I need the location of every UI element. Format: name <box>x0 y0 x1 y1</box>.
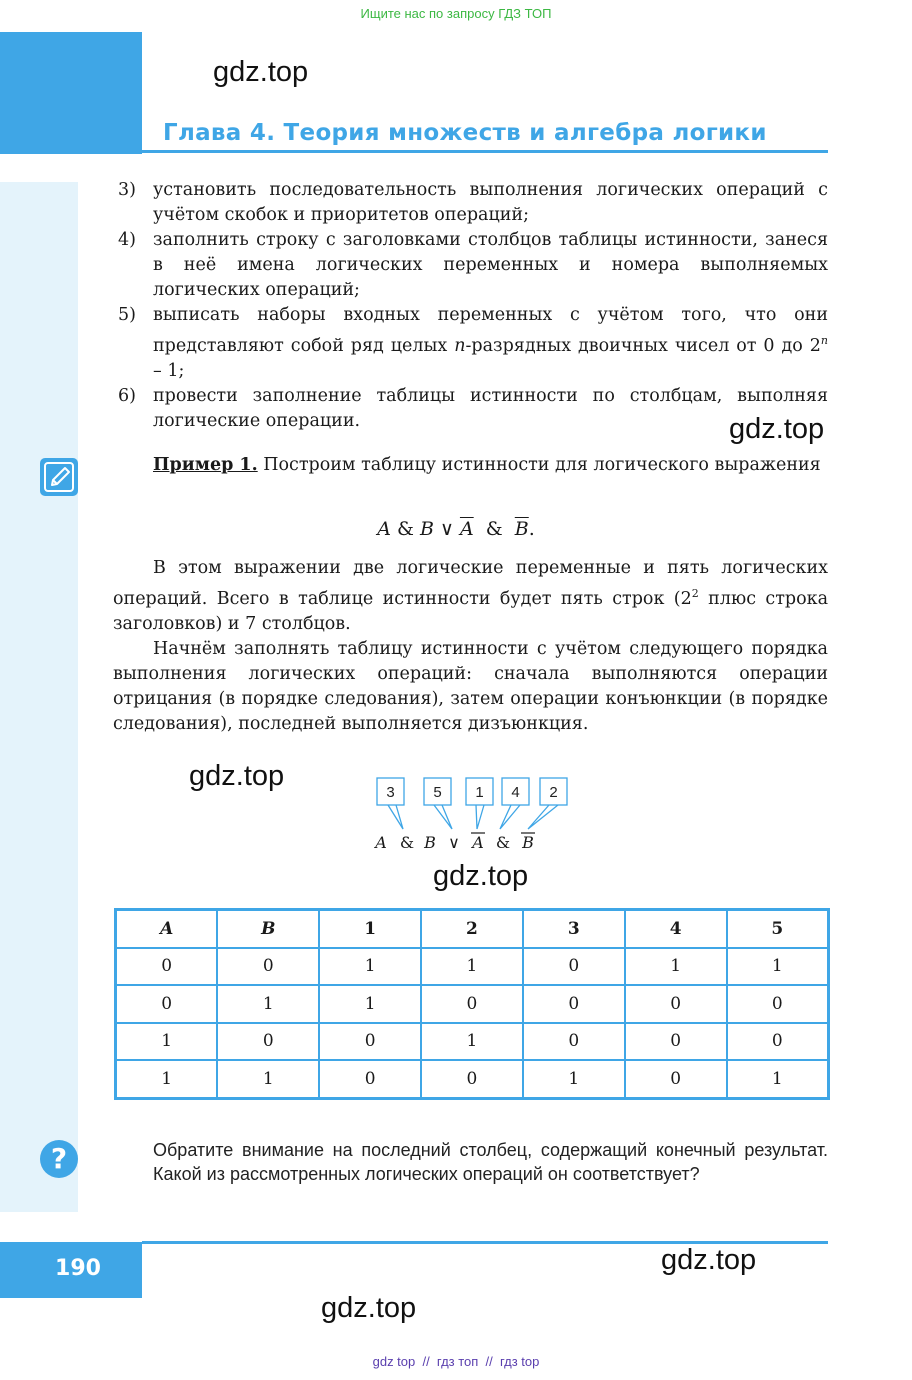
watermark: gdz.top <box>729 413 825 445</box>
svg-text:A: A <box>472 833 484 852</box>
list-text: провести заполнение таблицы истинности по столбцам, выполняя логические операции. <box>153 385 828 431</box>
svg-text:&: & <box>399 833 415 852</box>
svg-text:∨: ∨ <box>448 833 460 852</box>
list-item <box>118 303 828 384</box>
svg-text:B: B <box>424 833 436 852</box>
table-header-row <box>116 910 829 948</box>
column-header: 2 <box>421 910 523 948</box>
table-row <box>116 985 829 1023</box>
table-cell: 0 <box>116 948 218 986</box>
table-cell: 0 <box>523 948 625 986</box>
header-rule <box>142 150 828 153</box>
table-cell: 0 <box>625 1023 727 1061</box>
example-text: Построим таблицу истинности для логического выражения <box>257 455 821 475</box>
column-header: A <box>116 910 218 948</box>
svg-text:&: & <box>495 833 511 852</box>
watermark: gdz.top <box>321 1292 417 1324</box>
svg-text:B: B <box>522 833 534 852</box>
margin-band <box>0 182 78 1212</box>
table-cell: 0 <box>727 985 829 1023</box>
list-number: 6) <box>118 385 136 406</box>
table-cell: 1 <box>116 1060 218 1098</box>
paragraph-1: В этом выражении две логические переменные и пять логических операций. Всего в таблице истинности будет пять строк ($2^2$ плюс строка заголовков) и 7 столбцов. <box>113 558 829 634</box>
question-text: Обратите внимание на последний столбец, содержащий конечный результат. Какой из рассмотренных логических операций он соответствует? <box>153 1140 828 1184</box>
list-number: 3) <box>118 180 136 200</box>
column-header: B <box>217 910 319 948</box>
order-number: 4 <box>511 784 520 801</box>
header-block <box>0 32 142 154</box>
example-paragraph <box>113 453 828 478</box>
column-header: 4 <box>625 910 727 948</box>
table-cell: 1 <box>727 948 829 986</box>
table-cell: 0 <box>319 1060 421 1098</box>
table-cell: 1 <box>319 985 421 1023</box>
watermark: gdz.top <box>433 860 529 892</box>
column-header: 1 <box>319 910 421 948</box>
steps-list <box>118 178 828 434</box>
list-text: выписать наборы входных переменных с учётом того, что они представляют собой ряд целых n-разрядных двоичных чисел от 0 до 2$^n$ – 1; <box>153 305 828 381</box>
table-cell: 1 <box>727 1060 829 1098</box>
table-cell: 0 <box>523 1023 625 1061</box>
list-number: 5) <box>118 305 136 325</box>
chapter-title: Глава 4. Теория множеств и алгебра логики <box>163 120 767 146</box>
table-cell: 0 <box>625 1060 727 1098</box>
table-row <box>116 1060 829 1098</box>
watermark: gdz.top <box>213 56 309 88</box>
paragraph-2: Начнём заполнять таблицу истинности с учётом следующего порядка выполнения логических операций: сначала выполняются операции отрицания (в порядке следования), затем операции конъюнкции (в порядке следования), последней выполняется дизъюнкция. <box>113 638 828 734</box>
table-cell: 1 <box>319 948 421 986</box>
table-cell: 1 <box>421 948 523 986</box>
page-number: 190 <box>55 1256 101 1281</box>
svg-text:A: A <box>375 833 387 852</box>
explanation-paragraph <box>113 556 828 737</box>
list-item <box>118 384 828 434</box>
table-cell: 1 <box>523 1060 625 1098</box>
table-row <box>116 1023 829 1061</box>
order-number: 2 <box>549 784 558 801</box>
table-cell: 0 <box>421 1060 523 1098</box>
table-cell: 0 <box>116 985 218 1023</box>
truth-table <box>114 908 830 1100</box>
column-header: 5 <box>727 910 829 948</box>
table-row <box>116 948 829 986</box>
table-cell: 1 <box>217 985 319 1023</box>
order-number: 1 <box>475 784 484 801</box>
list-item <box>118 228 828 303</box>
table-cell: 1 <box>116 1023 218 1061</box>
table-cell: 1 <box>625 948 727 986</box>
order-number: 3 <box>386 784 395 801</box>
table-cell: 1 <box>421 1023 523 1061</box>
question-icon: ? <box>40 1140 78 1178</box>
bottom-links[interactable]: gdz top // гдз топ // гдз top <box>372 1354 540 1369</box>
watermark: gdz.top <box>189 760 285 792</box>
table-cell: 0 <box>421 985 523 1023</box>
example-label: Пример 1. <box>153 455 258 475</box>
list-text: заполнить строку с заголовками столбцов таблицы истинности, занеся в неё имена логических переменных и номера выполняемых логических операций; <box>153 230 828 300</box>
list-number: 4) <box>118 230 136 250</box>
watermark: gdz.top <box>661 1244 757 1276</box>
list-text: установить последовательность выполнения логических операций с учётом скобок и приоритетов операций; <box>153 180 828 225</box>
column-header: 3 <box>523 910 625 948</box>
table-cell: 1 <box>217 1060 319 1098</box>
table-cell: 0 <box>727 1023 829 1061</box>
operation-order-diagram <box>360 775 580 855</box>
pencil-icon <box>40 458 78 496</box>
table-cell: 0 <box>523 985 625 1023</box>
formula: A & B ∨ $\overline{A}$ & $\overline{B}$. <box>377 518 535 540</box>
top-banner[interactable]: Ищите нас по запросу ГДЗ ТОП <box>360 6 552 21</box>
table-cell: 0 <box>217 948 319 986</box>
table-cell: 0 <box>217 1023 319 1061</box>
table-cell: 0 <box>319 1023 421 1061</box>
order-number: 5 <box>433 784 442 801</box>
list-item <box>118 178 828 228</box>
table-cell: 0 <box>625 985 727 1023</box>
